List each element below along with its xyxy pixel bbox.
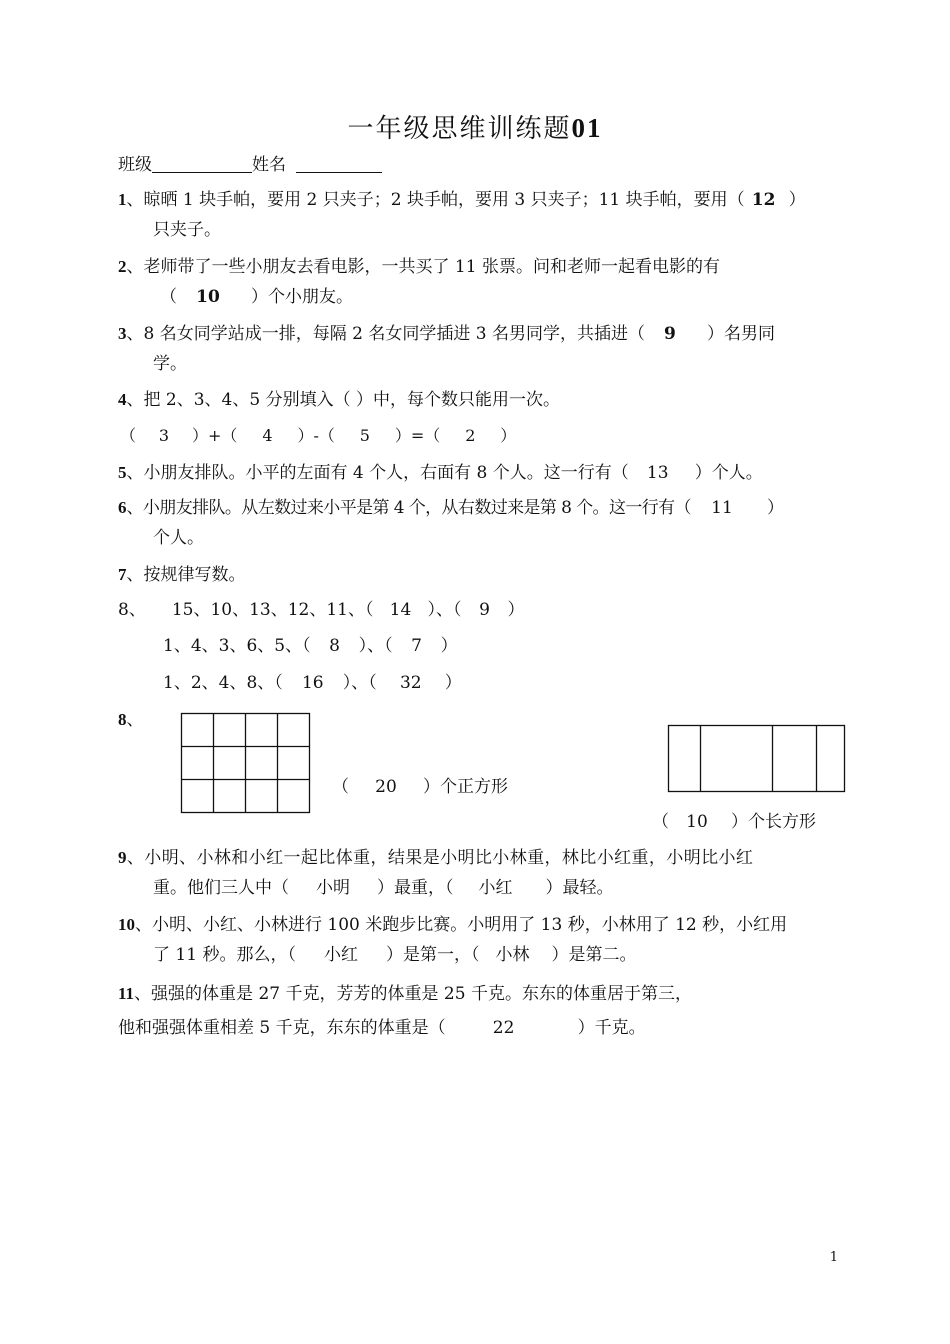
page-title <box>0 108 950 145</box>
question-text: ）个人。 <box>694 463 763 483</box>
answer: 14 <box>389 600 412 620</box>
question-text: 他和强强体重相差 5 千克，东东的体重是（ <box>118 1018 446 1038</box>
question-text: ）是第一，（ <box>385 945 480 965</box>
question-number: 3 <box>118 324 127 343</box>
question-number: 1 <box>118 190 127 209</box>
answer: 4 <box>262 426 273 445</box>
answer: 22 <box>492 1018 515 1038</box>
question-text: ）名男同 <box>706 324 775 344</box>
sequence-text: 1、4、3、6、5、 <box>163 636 303 656</box>
question-7 <box>118 563 246 587</box>
answer: 7 <box>411 636 422 656</box>
answer: 32 <box>399 673 422 693</box>
question-text: ）是第二。 <box>551 945 637 965</box>
answer: 9 <box>664 324 676 344</box>
question-8-figures: 8、 <box>118 710 144 730</box>
question-number: 5 <box>118 463 127 482</box>
question-text: 、强强的体重是 27 千克，芳芳的体重是 25 千克。东东的体重居于第三， <box>134 984 692 1004</box>
answer: 9 <box>479 600 490 620</box>
question-number: 11 <box>118 984 135 1003</box>
answer: 3 <box>158 426 170 445</box>
question-text: 、晾晒 1 块手帕，要用 2 只夹子；2 块手帕，要用 3 只夹子；11 块手帕，要用（ <box>126 190 745 210</box>
question-10 <box>118 913 787 937</box>
question-text: ）千克。 <box>577 1018 646 1038</box>
answer: 13 <box>646 463 669 483</box>
question-number: 10 <box>118 915 135 934</box>
answer: 10 <box>686 812 708 832</box>
question-8-sequence-2: 1、4、3、6、5、（ 8 ）、（ 7 ） <box>163 636 458 656</box>
rectangles-figure <box>668 725 846 793</box>
question-1 <box>118 188 806 212</box>
question-text: 、小明、小红、小林进行 100 米跑步比赛。小明用了 13 秒，小林用了 12 秒，小红用 <box>135 915 788 935</box>
question-11-cont <box>118 1016 646 1040</box>
answer: 2 <box>465 426 476 445</box>
question-11 <box>118 982 692 1006</box>
question-9-cont <box>153 876 614 900</box>
question-text: ）个小朋友。 <box>251 287 353 307</box>
question-text: 、小朋友排队。从左数过来小平是第 4 个，从右数过来是第 8 个。这一行有（ <box>126 498 691 518</box>
question-number: 4 <box>118 390 127 409</box>
question-text: 、老师带了一些小朋友去看电影，一共买了 11 张票。问和老师一起看电影的有 <box>126 257 720 277</box>
answer: 小红 <box>323 945 358 965</box>
question-4-equation: （ 3 ）+（ 4 ）-（ 5 ）=（ 2 ） <box>120 424 516 448</box>
sequence-text: 15、10、13、12、11、 <box>171 600 365 620</box>
question-number: 6 <box>118 498 127 517</box>
question-text: 只夹子。 <box>153 220 221 240</box>
question-6 <box>118 496 784 520</box>
answer: 16 <box>301 673 324 693</box>
question-3-cont <box>153 352 187 376</box>
question-number: 7 <box>118 565 127 584</box>
answer: 8 <box>329 636 340 656</box>
name-blank[interactable] <box>296 154 382 173</box>
question-1-cont <box>153 218 221 242</box>
title-number: 01 <box>571 113 603 143</box>
question-text: （ <box>160 287 177 307</box>
question-2 <box>118 255 720 279</box>
answer: 小林 <box>495 945 530 965</box>
question-text: 、小明、小林和小红一起比体重，结果是小明比小林重，林比小红重，小明比小红 <box>126 848 754 868</box>
question-number: 9 <box>118 848 127 867</box>
answer: 5 <box>359 426 370 445</box>
question-10-cont <box>153 943 636 967</box>
question-number: 2 <box>118 257 127 276</box>
question-text: 了 11 秒。那么，（ <box>153 945 296 965</box>
question-text: 、把 2、3、4、5 分别填入（ ）中，每个数只能用一次。 <box>126 390 560 410</box>
question-text: ）最轻。 <box>545 878 614 898</box>
grid-figure <box>181 713 311 814</box>
answer: 小明 <box>316 878 350 898</box>
sequence-text: 1、2、4、8、 <box>163 673 275 693</box>
title-text: 一年级思维训练题 <box>347 114 572 144</box>
question-text: ）最重，（ <box>377 878 454 898</box>
question-3 <box>118 322 775 346</box>
question-text: 、按规律写数。 <box>126 565 246 585</box>
question-9 <box>118 846 753 870</box>
answer: 小红 <box>478 878 513 898</box>
header-row <box>118 153 382 177</box>
question-text: 、小朋友排队。小平的左面有 4 个人，右面有 8 个人。这一行有（ <box>126 463 629 483</box>
question-number: 8 <box>118 710 127 729</box>
question-text: 学。 <box>153 354 187 374</box>
answer: 12 <box>751 190 776 210</box>
question-text: 重。他们三人中（ <box>153 878 289 898</box>
squares-answer-line: （ 20 ）个正方形 <box>332 777 508 797</box>
question-5 <box>118 461 763 485</box>
answer: 11 <box>711 498 733 518</box>
page-number: 1 <box>829 1250 838 1265</box>
question-8-sequence-1: 8、 15、10、13、12、11、（ 14 ）、（ 9 ） <box>118 600 525 620</box>
class-label: 班级 <box>118 155 152 175</box>
class-blank[interactable] <box>152 154 252 173</box>
question-2-cont <box>160 285 353 309</box>
question-4 <box>118 388 560 412</box>
question-6-cont <box>153 526 204 550</box>
question-8-sequence-3: 1、2、4、8、（ 16 ）、（ 32 ） <box>163 673 462 693</box>
rectangles-answer-line: （ 10 ）个长方形 <box>652 812 816 832</box>
answer: 10 <box>196 287 220 307</box>
answer: 20 <box>375 777 397 797</box>
question-text: 、8 名女同学站成一排，每隔 2 名女同学插进 3 名男同学，共插进（ <box>126 324 645 344</box>
question-text: ） <box>766 498 784 518</box>
question-number: 8 <box>118 600 129 620</box>
question-text: ） <box>788 190 806 210</box>
question-text: ）个正方形 <box>423 777 508 797</box>
question-text: 个人。 <box>153 528 204 548</box>
name-label: 姓名 <box>252 155 286 175</box>
question-text: ）个长方形 <box>731 812 816 832</box>
